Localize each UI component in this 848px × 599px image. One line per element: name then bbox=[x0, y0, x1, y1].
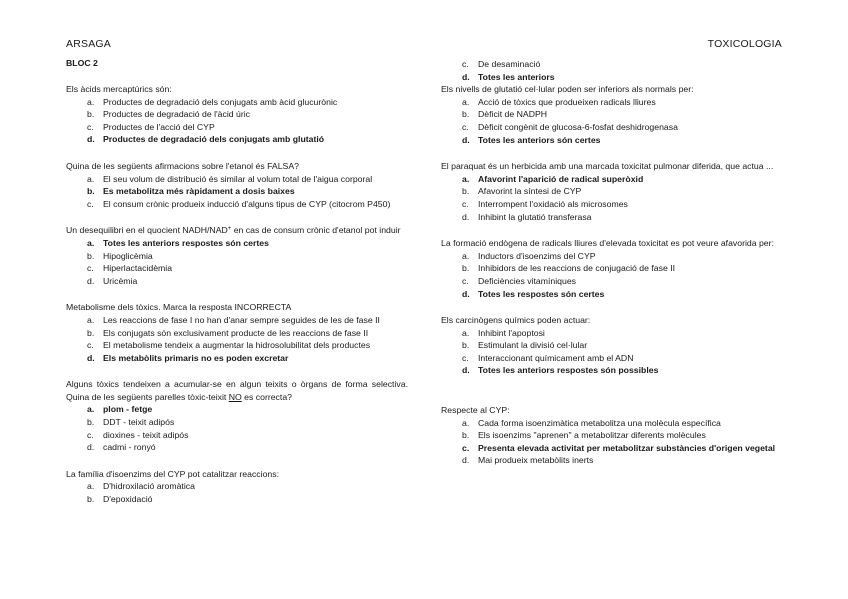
option-item bbox=[66, 198, 408, 211]
question-text bbox=[66, 224, 408, 237]
option-letter: c. bbox=[462, 352, 469, 363]
option-text: cadmi - ronyó bbox=[103, 442, 156, 453]
option-item bbox=[441, 352, 783, 365]
option-item-correct bbox=[441, 288, 783, 301]
option-text: Productes de degradació dels conjugats amb glutatió bbox=[103, 134, 325, 145]
question-block bbox=[441, 160, 783, 223]
column-left bbox=[66, 57, 408, 520]
option-item bbox=[441, 327, 783, 340]
option-text: Hipoglicèmia bbox=[103, 250, 153, 261]
option-letter: b. bbox=[87, 494, 95, 505]
continued-options bbox=[441, 58, 783, 83]
option-item bbox=[441, 58, 783, 71]
option-letter: b. bbox=[462, 109, 470, 120]
option-item-correct bbox=[66, 185, 408, 198]
option-text: Els metabòlits primaris no es poden excretar bbox=[103, 352, 289, 363]
question-text: Respecte al CYP: bbox=[441, 405, 510, 416]
option-item bbox=[66, 262, 408, 275]
option-letter: a. bbox=[462, 96, 470, 107]
question-text: Els carcinògens químics poden actuar: bbox=[441, 315, 591, 326]
option-letter: a. bbox=[87, 237, 95, 248]
question-text-part: en cas de consum crònic d'etanol pot induir bbox=[231, 225, 401, 236]
option-letter: c. bbox=[462, 59, 469, 69]
option-item bbox=[441, 121, 783, 134]
option-text: Dèficit congènit de glucosa-6-fosfat deshidrogenasa bbox=[478, 121, 678, 132]
option-letter: d. bbox=[462, 288, 470, 299]
question-block bbox=[441, 314, 783, 377]
option-text: Inhibint l'apoptosi bbox=[478, 327, 545, 338]
option-text: Inhibidors de les reaccions de conjugació de fase II bbox=[478, 263, 676, 274]
option-item-correct bbox=[66, 237, 408, 250]
option-letter: d. bbox=[462, 365, 470, 376]
question-text: Els àcids mercaptúrics són: bbox=[66, 84, 172, 94]
option-letter: a. bbox=[462, 417, 470, 428]
option-letter: b. bbox=[87, 327, 95, 338]
option-item bbox=[66, 96, 408, 109]
option-text: Interrompent l'oxidació als microsomes bbox=[478, 198, 628, 209]
question-text: Metabolisme dels tòxics. Marca la resposta INCORRECTA bbox=[66, 302, 292, 313]
option-item bbox=[66, 121, 408, 134]
option-letter: a. bbox=[87, 173, 95, 184]
option-item-correct bbox=[441, 173, 783, 186]
option-text: El consum crònic produeix inducció d'alguns tipus de CYP (citocrom P450) bbox=[103, 198, 391, 209]
option-letter: b. bbox=[87, 109, 95, 120]
question-block bbox=[441, 404, 783, 467]
option-item-correct bbox=[441, 71, 783, 84]
option-text: Inductors d'isoenzims del CYP bbox=[478, 250, 596, 261]
option-letter: c. bbox=[462, 442, 470, 453]
block-title: BLOC 2 bbox=[66, 58, 98, 68]
question-block bbox=[66, 224, 408, 287]
option-text: Dèficit de NADPH bbox=[478, 109, 548, 120]
option-text: Totes les anteriors bbox=[478, 71, 555, 82]
option-item bbox=[441, 185, 783, 198]
question-block bbox=[66, 83, 408, 146]
option-text: Totes les anteriors són certes bbox=[478, 134, 601, 145]
question-underlined-word: NO bbox=[228, 391, 242, 402]
option-text: Totes les anteriors respostes són certes bbox=[103, 237, 269, 248]
option-letter: a. bbox=[462, 173, 470, 184]
option-text: De desaminació bbox=[478, 59, 541, 69]
option-text: Deficiències vitamíniques bbox=[478, 275, 577, 286]
option-text: Interaccionant químicament amb el ADN bbox=[478, 352, 634, 363]
option-item bbox=[66, 173, 408, 186]
question-text: La família d'isoenzims del CYP pot catalitzar reaccions: bbox=[66, 468, 279, 479]
option-letter: a. bbox=[462, 250, 470, 261]
option-item-correct bbox=[441, 364, 783, 377]
option-item bbox=[66, 275, 408, 288]
option-letter: d. bbox=[87, 275, 95, 286]
option-letter: c. bbox=[87, 429, 94, 440]
option-text: DDT - teixit adipós bbox=[103, 417, 175, 428]
option-letter: b. bbox=[87, 417, 95, 428]
question-text-part: Alguns tòxics tendeixen a acumular-se en algun teixits o òrgans de forma selectiva. Quina de les següents parelles tòxic-teixit bbox=[66, 379, 408, 402]
option-letter: a. bbox=[87, 96, 95, 107]
option-letter: b. bbox=[462, 186, 470, 197]
option-letter: d. bbox=[87, 134, 95, 145]
option-text: Mai produeix metabòlits inerts bbox=[478, 455, 594, 466]
question-block bbox=[441, 83, 783, 146]
option-letter: c. bbox=[87, 121, 94, 132]
option-letter: a. bbox=[462, 327, 470, 338]
option-item-correct bbox=[441, 134, 783, 147]
option-text: Productes de l'acció del CYP bbox=[103, 121, 215, 132]
option-text: El metabolisme tendeix a augmentar la hidrosolubilitat dels productes bbox=[103, 340, 371, 351]
option-text: D'hidroxilació aromàtica bbox=[103, 481, 195, 492]
question-text-part: es correcta? bbox=[241, 391, 292, 402]
option-letter: d. bbox=[462, 134, 470, 145]
option-item bbox=[66, 493, 408, 506]
header-right: TOXICOLOGIA bbox=[707, 38, 782, 50]
option-letter: c. bbox=[462, 121, 469, 132]
option-letter: c. bbox=[87, 198, 94, 209]
option-letter: c. bbox=[87, 340, 94, 351]
option-item bbox=[66, 339, 408, 352]
option-text: Productes de degradació de l'àcid úric bbox=[103, 109, 251, 120]
option-item bbox=[66, 429, 408, 442]
option-item bbox=[66, 108, 408, 121]
option-letter: c. bbox=[87, 263, 94, 274]
question-block bbox=[66, 378, 408, 454]
option-letter: d. bbox=[87, 352, 95, 363]
option-text: Afavorint la síntesi de CYP bbox=[478, 186, 582, 197]
option-item bbox=[441, 198, 783, 211]
question-block bbox=[66, 468, 408, 506]
option-text: Totes les respostes són certes bbox=[478, 288, 605, 299]
option-text: Els isoenzims "aprenen" a metabolitzar diferents molècules bbox=[478, 430, 706, 441]
option-item bbox=[66, 441, 408, 454]
option-item bbox=[441, 339, 783, 352]
option-item bbox=[441, 108, 783, 121]
option-text: dioxines - teixit adipós bbox=[103, 429, 189, 440]
option-text: Uricèmia bbox=[103, 275, 138, 286]
option-letter: d. bbox=[462, 455, 470, 466]
option-letter: b. bbox=[462, 263, 470, 274]
option-item-correct bbox=[66, 133, 408, 146]
column-right bbox=[441, 58, 783, 481]
option-item bbox=[441, 417, 783, 430]
option-text: Afavorint l'aparició de radical superòxid bbox=[478, 173, 644, 184]
option-text: Estimulant la divisió cel·lular bbox=[478, 340, 588, 351]
option-item bbox=[441, 250, 783, 263]
question-block bbox=[66, 301, 408, 364]
option-item bbox=[441, 96, 783, 109]
option-item bbox=[441, 454, 783, 467]
option-text: Els conjugats són exclusivament producte de les reaccions de fase II bbox=[103, 327, 369, 338]
question-text: El paraquat és un herbicida amb una marcada toxicitat pulmonar diferida, que actua ... bbox=[441, 161, 774, 172]
option-text: Les reaccions de fase I no han d'anar sempre seguides de les de fase II bbox=[103, 314, 380, 325]
option-letter: b. bbox=[87, 250, 95, 261]
option-text: El seu volum de distribució és similar al volum total de l'aigua corporal bbox=[103, 173, 373, 184]
option-item bbox=[66, 250, 408, 263]
option-item bbox=[66, 416, 408, 429]
question-text: Quina de les següents afirmacions sobre l'etanol és FALSA? bbox=[66, 160, 299, 171]
option-item-correct bbox=[66, 403, 408, 416]
option-letter: a. bbox=[87, 404, 95, 415]
superscript-plus: + bbox=[227, 226, 232, 233]
option-item bbox=[441, 275, 783, 288]
question-text: La formació endògena de radicals lliures d'elevada toxicitat es pot veure afavorida per: bbox=[441, 238, 774, 249]
option-text: D'epoxidació bbox=[103, 494, 153, 505]
option-letter: a. bbox=[87, 314, 95, 325]
option-letter: b. bbox=[87, 186, 95, 197]
question-text bbox=[66, 378, 408, 403]
option-text: Hiperlactacidèmia bbox=[103, 263, 173, 274]
option-item-correct bbox=[66, 352, 408, 365]
option-text: Cada forma isoenzimàtica metabolitza una molècula específica bbox=[478, 417, 721, 428]
option-letter: d. bbox=[462, 211, 470, 222]
option-text: plom - fetge bbox=[103, 404, 153, 415]
option-item bbox=[441, 429, 783, 442]
option-item-correct bbox=[441, 442, 783, 455]
question-text-part: Un desequilibri en el quocient NADH/NAD bbox=[66, 225, 228, 236]
option-letter: b. bbox=[462, 430, 470, 441]
option-letter: a. bbox=[87, 481, 95, 492]
option-text: Productes de degradació dels conjugats amb àcid glucurònic bbox=[103, 96, 338, 107]
option-item bbox=[66, 480, 408, 493]
question-block bbox=[441, 237, 783, 300]
option-item bbox=[66, 314, 408, 327]
option-letter: d. bbox=[462, 71, 470, 82]
option-text: Inhibint la glutatió transferasa bbox=[478, 211, 592, 222]
option-text: Totes les anteriors respostes són possibles bbox=[478, 365, 659, 376]
option-item bbox=[66, 327, 408, 340]
header-left: ARSAGA bbox=[66, 38, 111, 50]
option-letter: c. bbox=[462, 275, 469, 286]
option-letter: c. bbox=[462, 198, 469, 209]
option-letter: b. bbox=[462, 340, 470, 351]
question-block bbox=[66, 160, 408, 210]
option-text: Acció de tòxics que produeixen radicals lliures bbox=[478, 96, 656, 107]
option-text: Presenta elevada activitat per metabolitzar substàncies d'origen vegetal bbox=[478, 442, 776, 453]
option-text: Es metabolitza més ràpidament a dosis baixes bbox=[103, 186, 295, 197]
question-text: Els nivells de glutatió cel·lular poden ser inferiors als normals per: bbox=[441, 84, 694, 95]
option-item bbox=[441, 262, 783, 275]
option-item bbox=[441, 211, 783, 224]
option-letter: d. bbox=[87, 442, 95, 453]
